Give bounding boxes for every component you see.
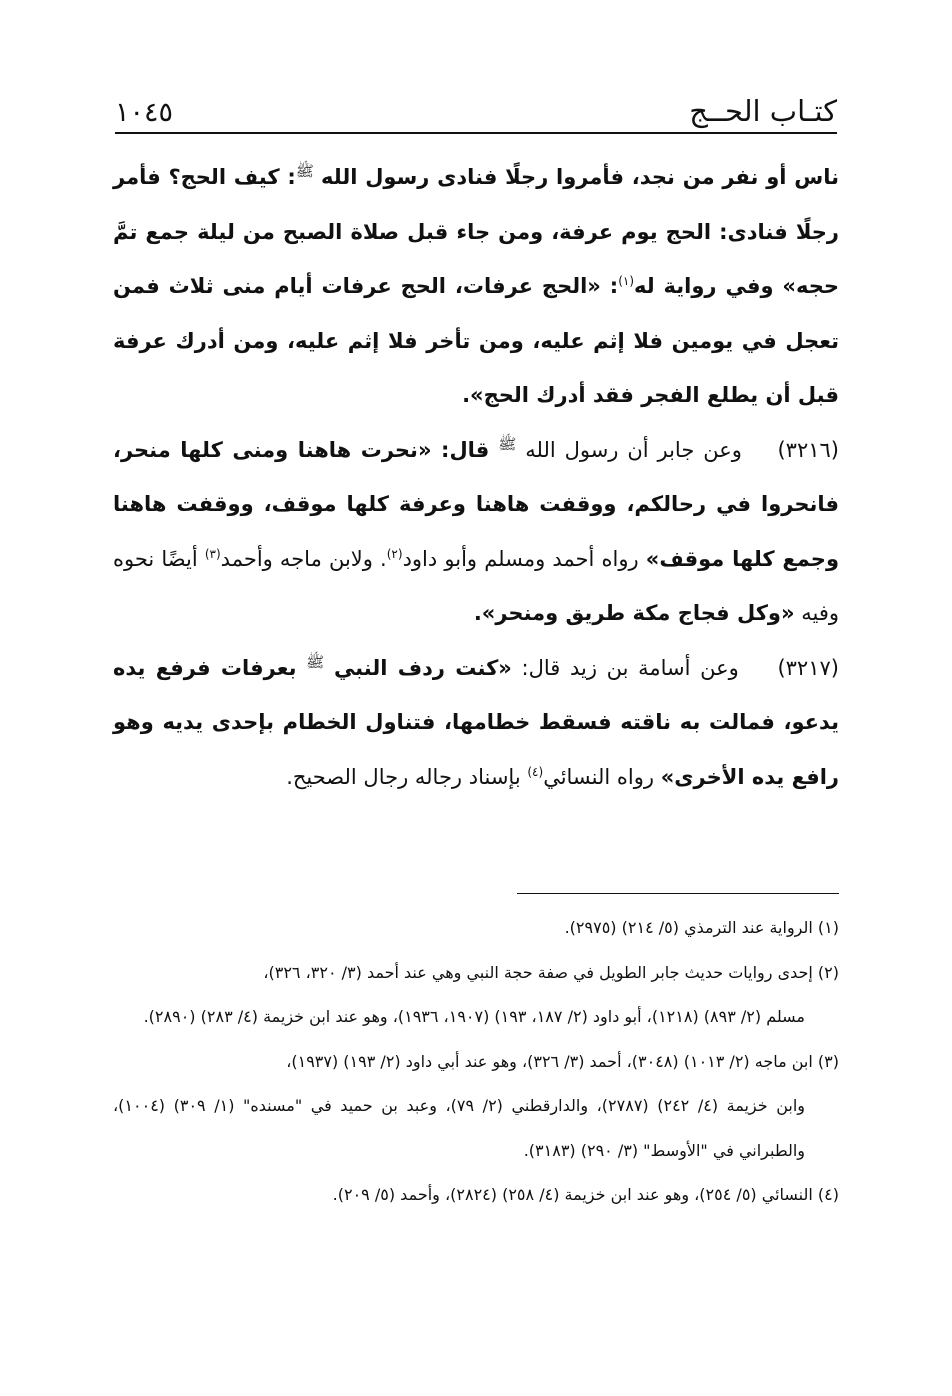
source-text: رواه أحمد ومسلم وأبو داود [402,546,639,571]
paragraph-continued [113,150,839,423]
footnote-text: (٣) ابن ماجه (٢/ ١٠١٣) (٣٠٤٨)، أحمد (٣/ ٣٢٦)، وهو عند أبي داود (٢/ ١٩٣) (١٩٣٧)، [286,1051,839,1071]
hadith-text: : كيف الحج؟ فأمر رجلًا فنادى: الحج يوم عرفة، ومن جاء قبل صلاة الصبح من ليلة جمع تمَّ حجه» وفي رواية له [113,165,839,298]
hadith-text: ناس أو نفر من نجد، فأمروا رجلًا فنادى رسول الله [321,165,839,189]
footnote-ref[interactable]: (١) [618,274,635,288]
hadith-text: «وكل فجاج مكة طريق ومنحر». [473,601,795,625]
footnote-2 [113,951,839,1040]
source-text: رواه النسائي [543,764,655,789]
footnote-ref[interactable]: (٤) [527,764,544,779]
source-text: . ولابن ماجه وأحمد [220,546,387,571]
source-text: أيضًا نحوه وفيه [113,546,839,625]
footnote-3 [113,1040,839,1174]
footnote-separator [517,893,839,894]
footnote-text: (٤) النسائي (٥/ ٢٥٤)، وهو عند ابن خزيمة (٤/ ٢٥٨) (٢٨٢٤)، وأحمد (٥/ ٢٠٩). [332,1185,839,1204]
salla-symbol: ﷺ [306,652,325,671]
source-text: بإسناد رجاله رجال الصحيح. [286,764,521,789]
salla-symbol: ﷺ [498,434,517,453]
main-text [113,150,839,804]
footnote-continuation: مسلم (٢/ ٨٩٣) (١٢١٨)، أبو داود (٢/ ١٨٧، ١٩٣) (١٩٠٧، ١٩٣٦)، وهو عند ابن خزيمة (٤/ ٢٨٣) (٢٨٩٠). [143,1007,805,1026]
footnote-text: (٢) إحدى روايات حديث جابر الطويل في صفة حجة النبي وهي عند أحمد (٣/ ٣٢٠، ٣٢٦)، [263,962,839,982]
narrator-text: وعن أسامة بن زيد قال: [521,655,739,680]
hadith-text: «كنت ردف النبي [333,655,512,680]
footnote-continuation: وابن خزيمة (٤/ ٢٤٢) (٢٧٨٧)، والدارقطني (٢/ ٧٩)، وعبد بن حميد في "مسنده" (١/ ٣٠٩) (١٠٠٤)، والطبراني في "الأوسط" (٣/ ٢٩٠) (٣١٨٣). [113,1096,806,1160]
salla-symbol: ﷺ [295,162,314,180]
hadith-number: (٣٢١٧) [777,655,839,680]
footnotes [113,906,839,1218]
paragraph-3216 [113,423,839,641]
footnote-ref[interactable]: (٣) [204,546,221,561]
page-number: ١٠٤٥ [115,97,174,128]
narrator-text: وعن جابر أن رسول الله [525,437,742,462]
hadith-text: بعرفات فرفع يده يدعو، فمالت به ناقته فسقط خطامها، فتناول الخطام بإحدى يديه وهو رافع يده الأخرى» [113,655,839,789]
footnote-ref[interactable]: (٢) [386,546,403,561]
footnote-text: (١) الرواية عند الترمذي (٥/ ٢١٤) (٢٩٧٥). [564,918,839,937]
footnote-1 [113,906,839,951]
hadith-text: : «الحج عرفات، الحج عرفات أيام منى ثلاث فمن تعجل في يومين فلا إثم عليه، ومن تأخر فلا إثم عليه، ومن أدرك عرفة قبل أن يطلع الفجر فقد أدرك الحج». [113,274,839,407]
hadith-text: قال: «نحرت هاهنا ومنى كلها منحر، فانحروا في رحالكم، ووقفت هاهنا وعرفة كلها موقف، ووقفت هاهنا وجمع كلها موقف» [113,437,839,571]
footnote-4 [113,1173,839,1218]
hadith-number: (٣٢١٦) [777,437,839,462]
page-header [115,88,837,134]
chapter-title: كتـاب الحــج [689,94,837,128]
paragraph-3217 [113,641,839,805]
